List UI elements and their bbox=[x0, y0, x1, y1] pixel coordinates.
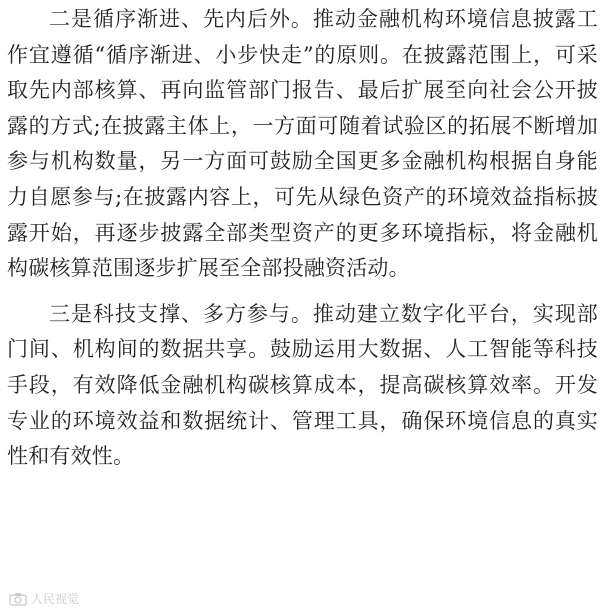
paragraph-tech-support: 三是科技支撑、多方参与。推动建立数字化平台，实现部门间、机构间的数据共享。鼓励运用大数据、人工智能等科技手段，有效降低金融机构碳核算成本，提高碳核算效率。开发专业的环境效益和数据统计、管理工具，确保环境信息的真实性和有效性。 bbox=[7, 301, 598, 469]
camera-icon bbox=[9, 592, 27, 606]
watermark bbox=[9, 590, 79, 607]
paragraph-gradual-progress: 二是循序渐进、先内后外。推动金融机构环境信息披露工作宜遵循“循序渐进、小步快走”的原则。在披露范围上，可采取先内部核算、再向监管部门报告、最后扩展至向社会公开披露的方式;在披露主体上，一方面可随着试验区的拓展不断增加参与机构数量，另一方面可鼓励全国更多金融机构根据自身能力自愿参与;在披露内容上，可先从绿色资产的环境效益指标披露开始，再逐步披露全部类型资产的更多环境指标，将金融机构碳核算范围逐步扩展至全部投融资活动。 bbox=[7, 7, 598, 281]
watermark-text: 人民视觉 bbox=[31, 592, 80, 606]
